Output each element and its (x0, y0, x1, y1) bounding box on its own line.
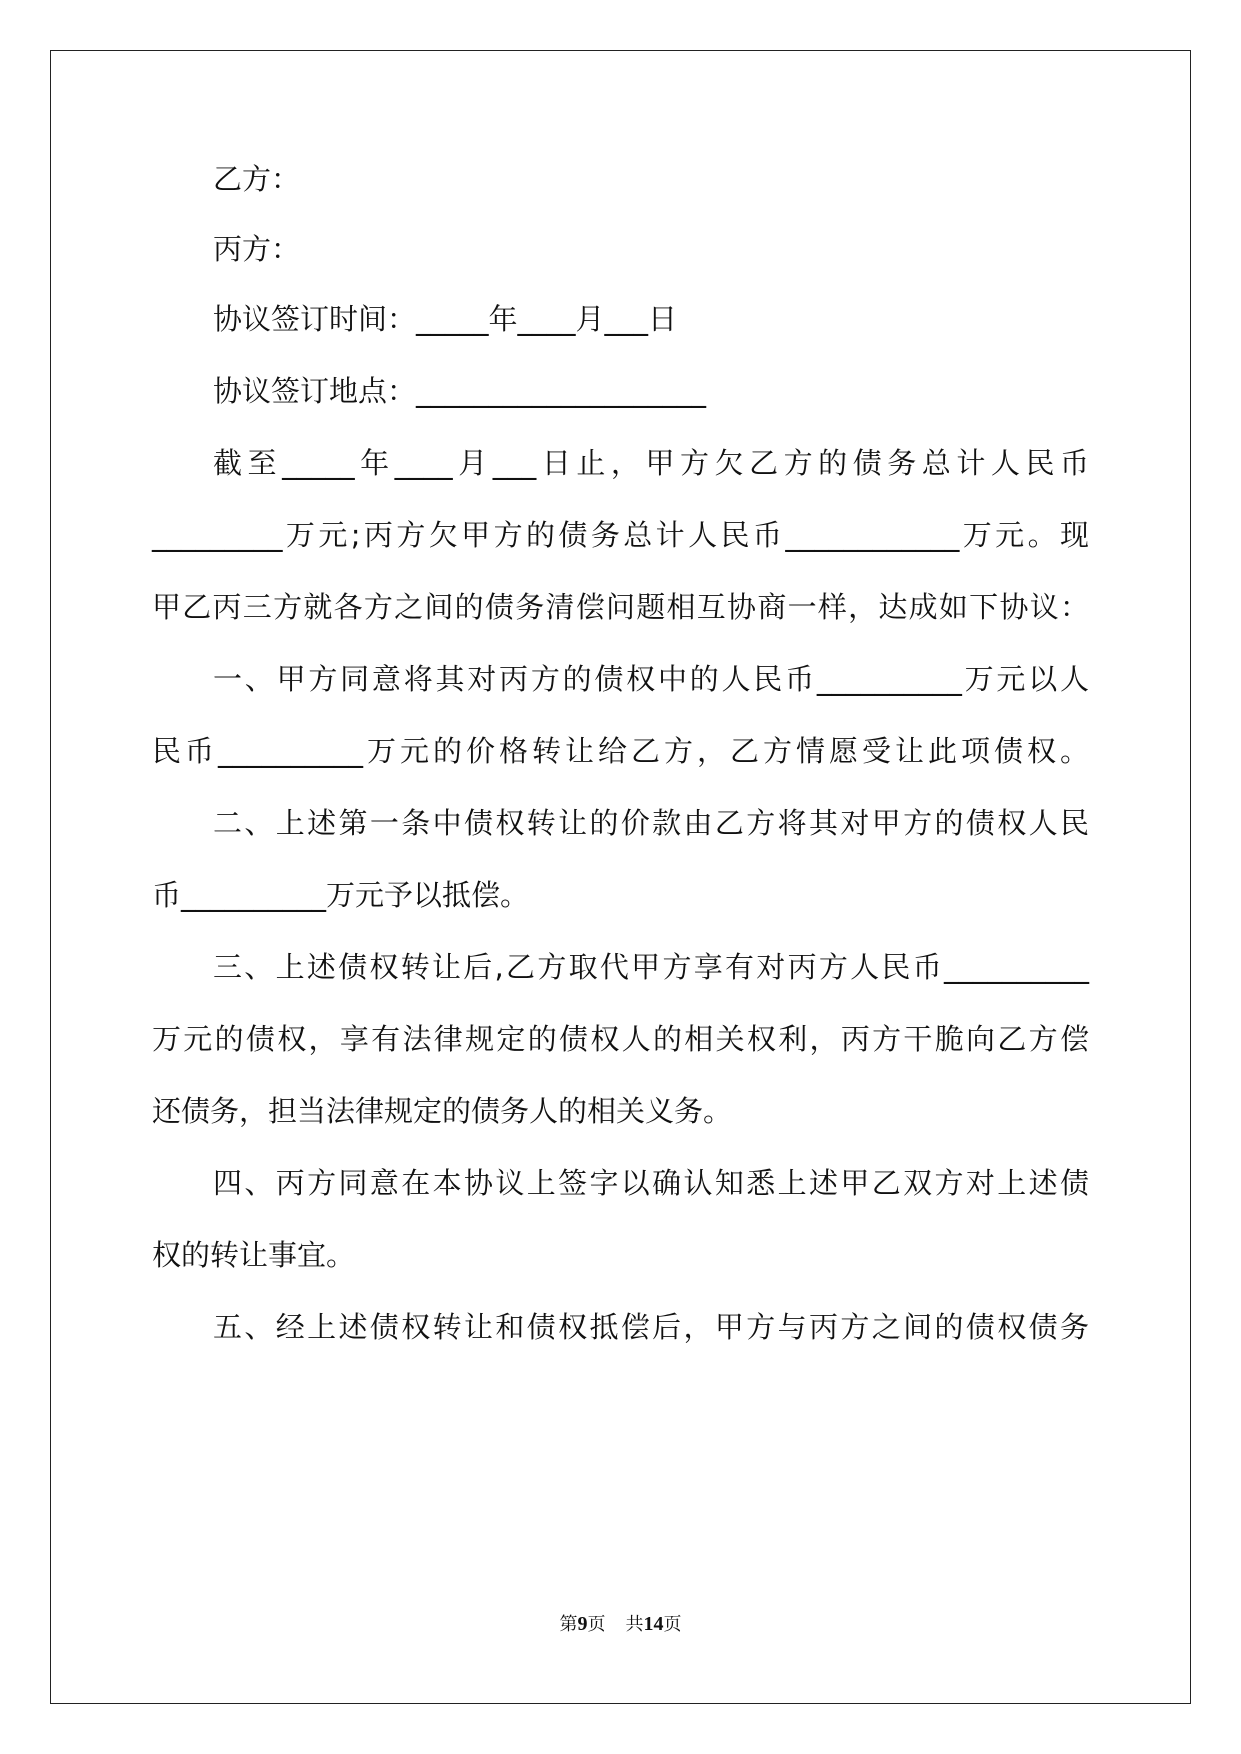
clause-4-line-2: 权的转让事宜。 (152, 1238, 356, 1272)
clause-4-line-1: 四、丙方同意在本协议上签字以确认知悉上述甲乙双方对上述债 (213, 1166, 1089, 1200)
page-number-footer (0, 1612, 1241, 1637)
total-prefix: 共 (625, 1614, 644, 1635)
clause-3-line-1: 三、上述债权转让后,乙方取代甲方享有对丙方人民币__________ (213, 950, 1089, 984)
clause-5-line-1: 五、经上述债权转让和债权抵偿后，甲方与丙方之间的债权债务 (213, 1310, 1089, 1344)
preamble-line-1: 截至_____年____月___日止，甲方欠乙方的债务总计人民币 (213, 446, 1089, 480)
total-page-number: 14 (643, 1613, 664, 1635)
clause-3-line-3: 还债务，担当法律规定的债务人的相关义务。 (152, 1094, 733, 1128)
clause-1-line-2: 民币__________万元的价格转让给乙方，乙方情愿受让此项债权。 (152, 734, 1089, 768)
signing-date-line: 协议签订时间：_____年____月___日 (213, 302, 678, 336)
preamble-line-2: _________万元;丙方欠甲方的债务总计人民币____________万元。现 (152, 518, 1089, 552)
clause-1-line-1: 一、甲方同意将其对丙方的债权中的人民币__________万元以人 (213, 662, 1089, 696)
clause-2-line-1: 二、上述第一条中债权转让的价款由乙方将其对甲方的债权人民 (213, 806, 1089, 840)
page-suffix: 页 (587, 1614, 606, 1635)
party-b-label: 乙方： (213, 162, 301, 196)
current-page-number: 9 (577, 1613, 588, 1635)
total-suffix: 页 (663, 1614, 682, 1635)
page-prefix: 第 (559, 1614, 578, 1635)
clause-3-line-2: 万元的债权，享有法律规定的债权人的相关权利，丙方干脆向乙方偿 (152, 1022, 1089, 1056)
clause-2-line-2: 币__________万元予以抵偿。 (152, 878, 530, 912)
party-c-label: 丙方： (213, 232, 301, 266)
signing-place-line: 协议签订地点：____________________ (213, 374, 707, 408)
preamble-line-3: 甲乙丙三方就各方之间的债务清偿问题相互协商一样，达成如下协议： (152, 590, 1089, 624)
